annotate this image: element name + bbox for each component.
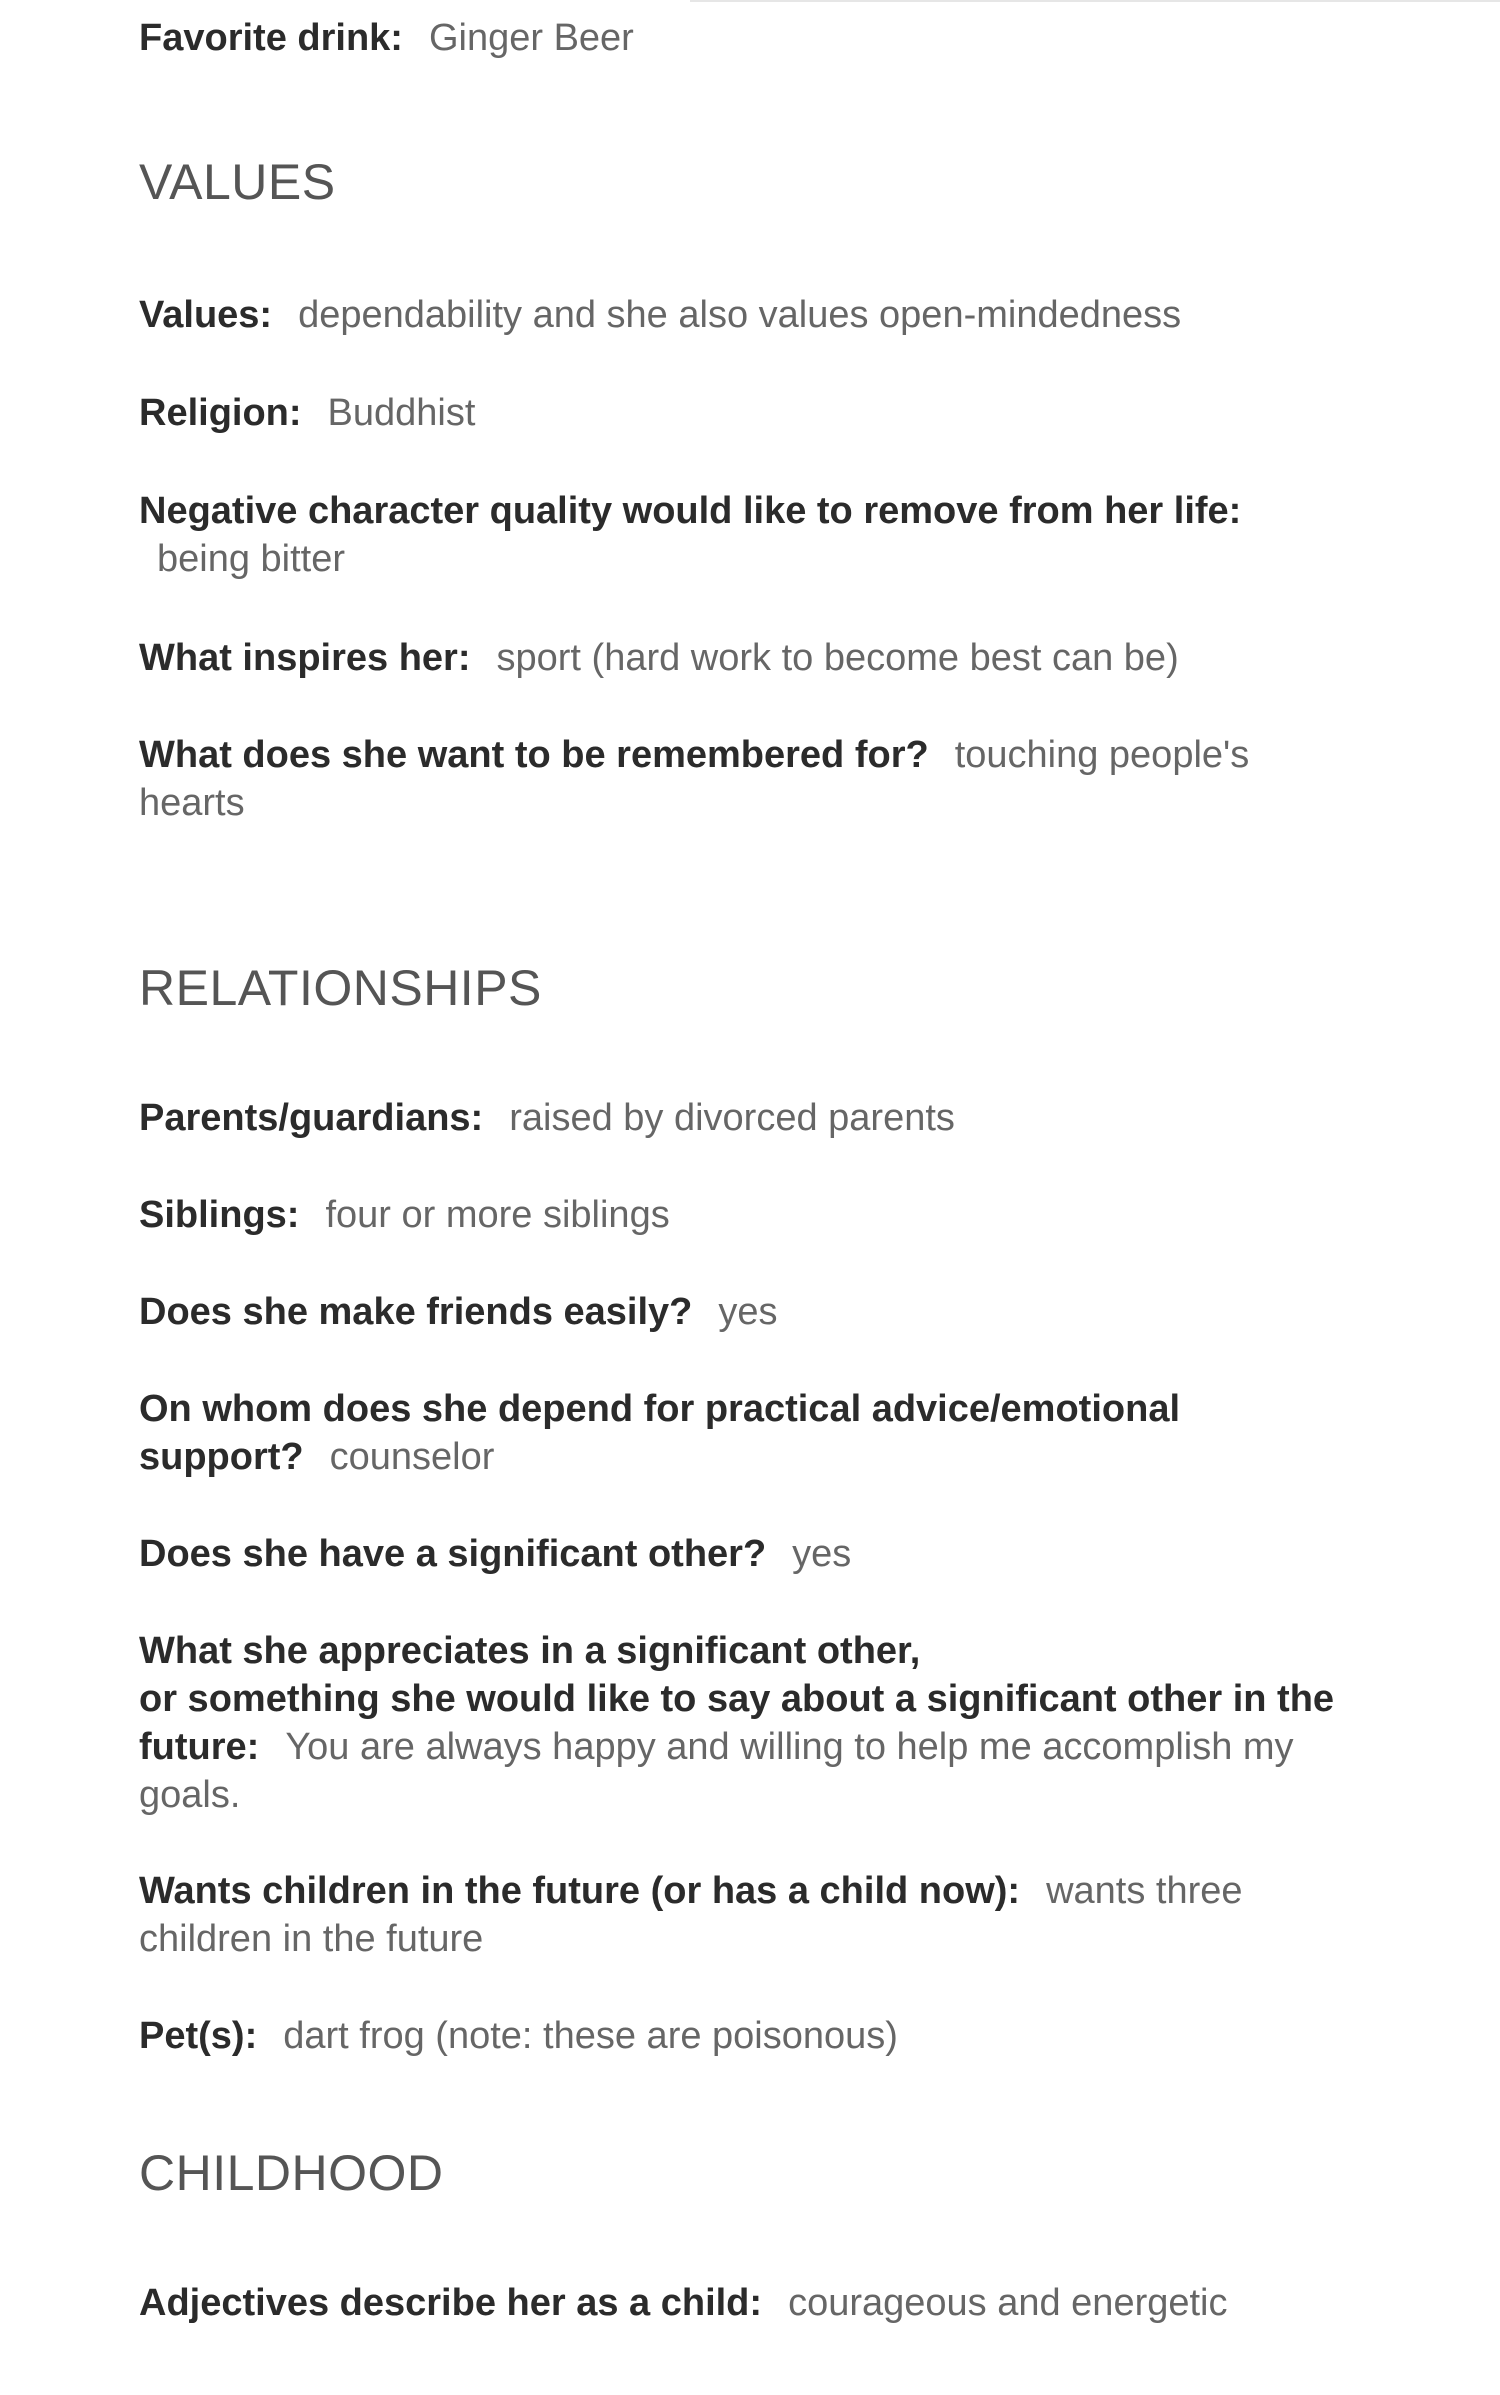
field-label: Does she make friends easily? — [139, 1291, 693, 1333]
field-value: sport (hard work to become best can be) — [496, 637, 1179, 679]
field-values — [139, 291, 1359, 339]
field-label: Values: — [139, 294, 273, 336]
field-value: yes — [792, 1533, 852, 1575]
field-label: Parents/guardians: — [139, 1097, 484, 1139]
field-label: Adjectives describe her as a child: — [139, 2282, 763, 2324]
top-divider — [690, 0, 1500, 2]
field-friends — [139, 1288, 1359, 1336]
field-inspires — [139, 634, 1359, 682]
field-adjectives-child — [139, 2279, 1359, 2327]
field-value: wants three children in the future — [139, 1870, 1243, 1960]
field-label-line2: or something she would like to say about a significant other in the future: — [139, 1678, 1335, 1768]
section-title-values: VALUES — [139, 154, 336, 210]
field-label: Siblings: — [139, 1194, 300, 1236]
field-value: You are always happy and willing to help me accomplish my goals. — [139, 1726, 1294, 1816]
field-parents — [139, 1094, 1359, 1142]
field-value: dart frog (note: these are poisonous) — [283, 2015, 898, 2057]
field-label: Does she have a significant other? — [139, 1533, 767, 1575]
field-value: four or more siblings — [325, 1194, 670, 1236]
field-depend-on — [139, 1385, 1239, 1481]
field-value: raised by divorced parents — [509, 1097, 955, 1139]
section-title-relationships: RELATIONSHIPS — [139, 960, 542, 1016]
field-label: Wants children in the future (or has a child now): — [139, 1870, 1021, 1912]
field-label: What inspires her: — [139, 637, 471, 679]
field-favorite-drink — [139, 14, 1359, 62]
field-value: dependability and she also values open-mindedness — [298, 294, 1182, 336]
field-value: Ginger Beer — [428, 17, 634, 59]
field-children — [139, 1867, 1339, 1963]
field-significant-other — [139, 1530, 1359, 1578]
section-title-childhood: CHILDHOOD — [139, 2145, 444, 2201]
field-value: yes — [718, 1291, 778, 1333]
field-value: counselor — [329, 1436, 495, 1478]
field-negative-quality — [139, 487, 1359, 583]
field-religion — [139, 389, 1359, 437]
field-label: On whom does she depend for practical advice/emotional support? — [139, 1388, 1181, 1478]
field-label: Religion: — [139, 392, 302, 434]
field-siblings — [139, 1191, 1359, 1239]
field-label: Favorite drink: — [139, 17, 403, 59]
field-value: Buddhist — [327, 392, 476, 434]
field-appreciates — [139, 1627, 1349, 1819]
field-value: courageous and energetic — [788, 2282, 1228, 2324]
field-label-line1: What she appreciates in a significant other, — [139, 1630, 921, 1672]
field-remembered-for — [139, 731, 1299, 827]
field-label: What does she want to be remembered for? — [139, 734, 929, 776]
field-value: being bitter — [157, 538, 346, 580]
field-value: touching people's hearts — [139, 734, 1250, 824]
field-label: Negative character quality would like to remove from her life: — [139, 490, 1242, 532]
field-label: Pet(s): — [139, 2015, 258, 2057]
field-pets — [139, 2012, 1359, 2060]
